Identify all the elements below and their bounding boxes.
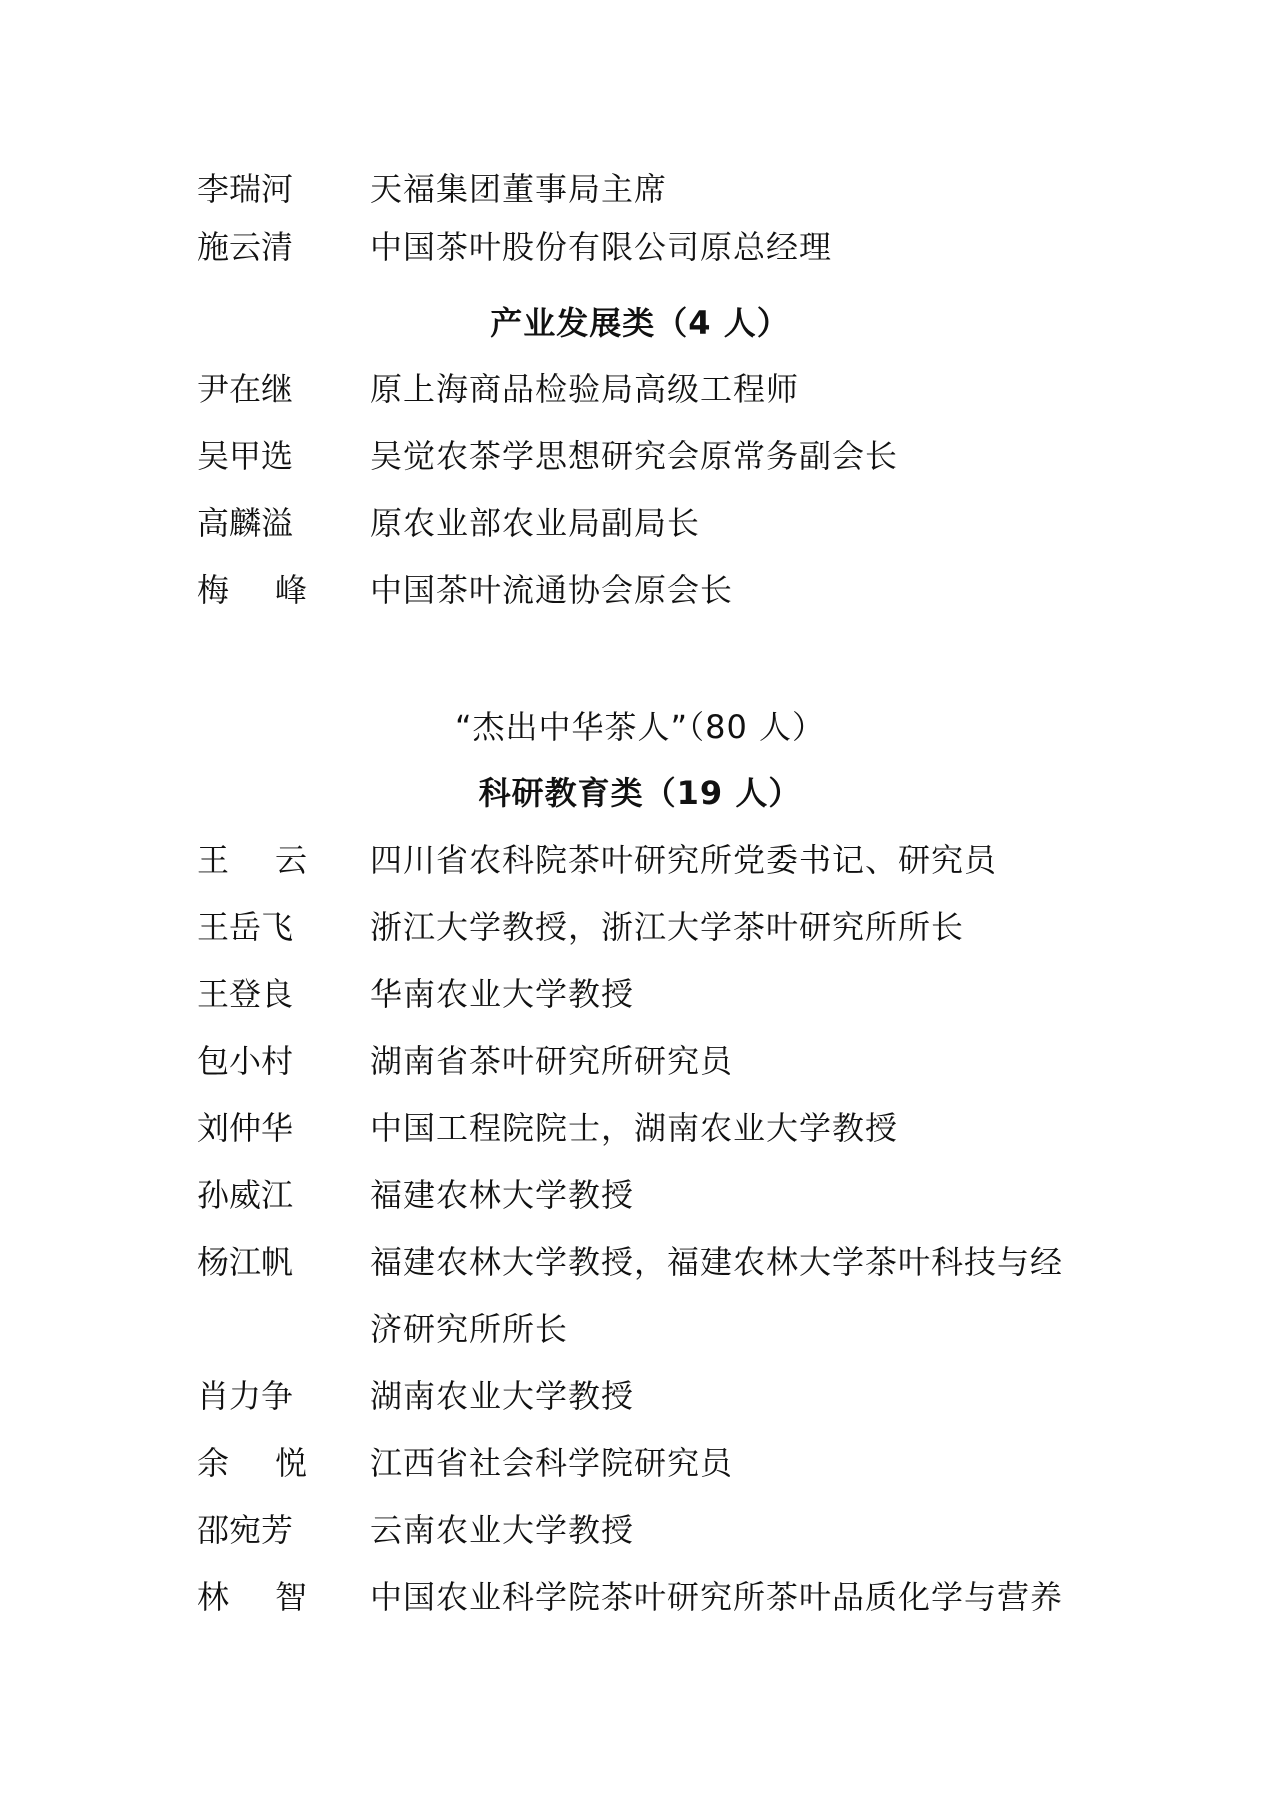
person-title: 华南农业大学教授 bbox=[370, 975, 635, 1013]
name-char: 峰 bbox=[274, 571, 307, 609]
person-title: 湖南农业大学教授 bbox=[370, 1377, 635, 1415]
name-char: 余 bbox=[197, 1444, 230, 1482]
person-title: 福建农林大学教授 bbox=[370, 1176, 635, 1214]
person-name: 李瑞河 bbox=[197, 170, 294, 208]
person-name: 邵宛芳 bbox=[197, 1511, 294, 1549]
list-item bbox=[0, 1237, 1280, 1287]
name-char: 智 bbox=[274, 1578, 307, 1616]
person-title: 福建农林大学教授，福建农林大学茶叶科技与经 bbox=[370, 1243, 1064, 1281]
person-name bbox=[197, 1438, 307, 1488]
person-name: 王登良 bbox=[197, 975, 294, 1013]
person-name: 肖力争 bbox=[197, 1377, 294, 1415]
person-title-continuation: 济研究所所长 bbox=[370, 1310, 569, 1348]
person-name: 杨江帆 bbox=[197, 1243, 294, 1281]
person-title: 原上海商品检验局高级工程师 bbox=[370, 370, 800, 408]
list-item bbox=[0, 1103, 1280, 1153]
person-name: 施云清 bbox=[197, 228, 294, 266]
list-item bbox=[0, 969, 1280, 1019]
person-title: 中国工程院院士，湖南农业大学教授 bbox=[370, 1109, 899, 1147]
list-item bbox=[0, 1170, 1280, 1220]
person-name bbox=[197, 1572, 307, 1622]
person-title: 江西省社会科学院研究员 bbox=[370, 1444, 734, 1482]
name-char: 林 bbox=[197, 1578, 230, 1616]
list-item bbox=[0, 222, 1280, 272]
person-name: 孙威江 bbox=[197, 1176, 294, 1214]
person-title: 中国农业科学院茶叶研究所茶叶品质化学与营养 bbox=[370, 1578, 1064, 1616]
person-title: 湖南省茶叶研究所研究员 bbox=[370, 1042, 734, 1080]
list-item bbox=[0, 1036, 1280, 1086]
list-item bbox=[0, 1438, 1280, 1488]
person-title: 吴觉农茶学思想研究会原常务副会长 bbox=[370, 437, 899, 475]
list-item bbox=[0, 164, 1280, 214]
name-char: 悦 bbox=[274, 1444, 307, 1482]
person-title: 中国茶叶流通协会原会长 bbox=[370, 571, 734, 609]
person-title: 浙江大学教授，浙江大学茶叶研究所所长 bbox=[370, 908, 965, 946]
list-item-continuation bbox=[0, 1304, 1280, 1354]
list-item bbox=[0, 835, 1280, 885]
person-title: 四川省农科院茶叶研究所党委书记、研究员 bbox=[370, 841, 998, 879]
list-item bbox=[0, 364, 1280, 414]
person-name: 包小村 bbox=[197, 1042, 294, 1080]
section-heading-research: 科研教育类（19 人） bbox=[478, 774, 802, 812]
person-name: 高麟溢 bbox=[197, 504, 294, 542]
person-name: 刘仲华 bbox=[197, 1109, 294, 1147]
person-title: 天福集团董事局主席 bbox=[370, 170, 668, 208]
person-title: 原农业部农业局副局长 bbox=[370, 504, 701, 542]
person-name: 王岳飞 bbox=[197, 908, 294, 946]
list-item bbox=[0, 431, 1280, 481]
name-char: 梅 bbox=[197, 571, 230, 609]
person-name: 吴甲选 bbox=[197, 437, 294, 475]
main-heading: “杰出中华茶人”（80 人） bbox=[454, 708, 826, 746]
person-title: 云南农业大学教授 bbox=[370, 1511, 635, 1549]
person-name bbox=[197, 835, 307, 885]
name-char: 王 bbox=[197, 841, 230, 879]
list-item bbox=[0, 902, 1280, 952]
name-char: 云 bbox=[274, 841, 307, 879]
list-item bbox=[0, 498, 1280, 548]
list-item bbox=[0, 1371, 1280, 1421]
person-title: 中国茶叶股份有限公司原总经理 bbox=[370, 228, 833, 266]
section-heading-industry: 产业发展类（4 人） bbox=[490, 304, 790, 342]
person-name: 尹在继 bbox=[197, 370, 294, 408]
person-name bbox=[197, 565, 307, 615]
list-item bbox=[0, 1572, 1280, 1622]
list-item bbox=[0, 565, 1280, 615]
list-item bbox=[0, 1505, 1280, 1555]
